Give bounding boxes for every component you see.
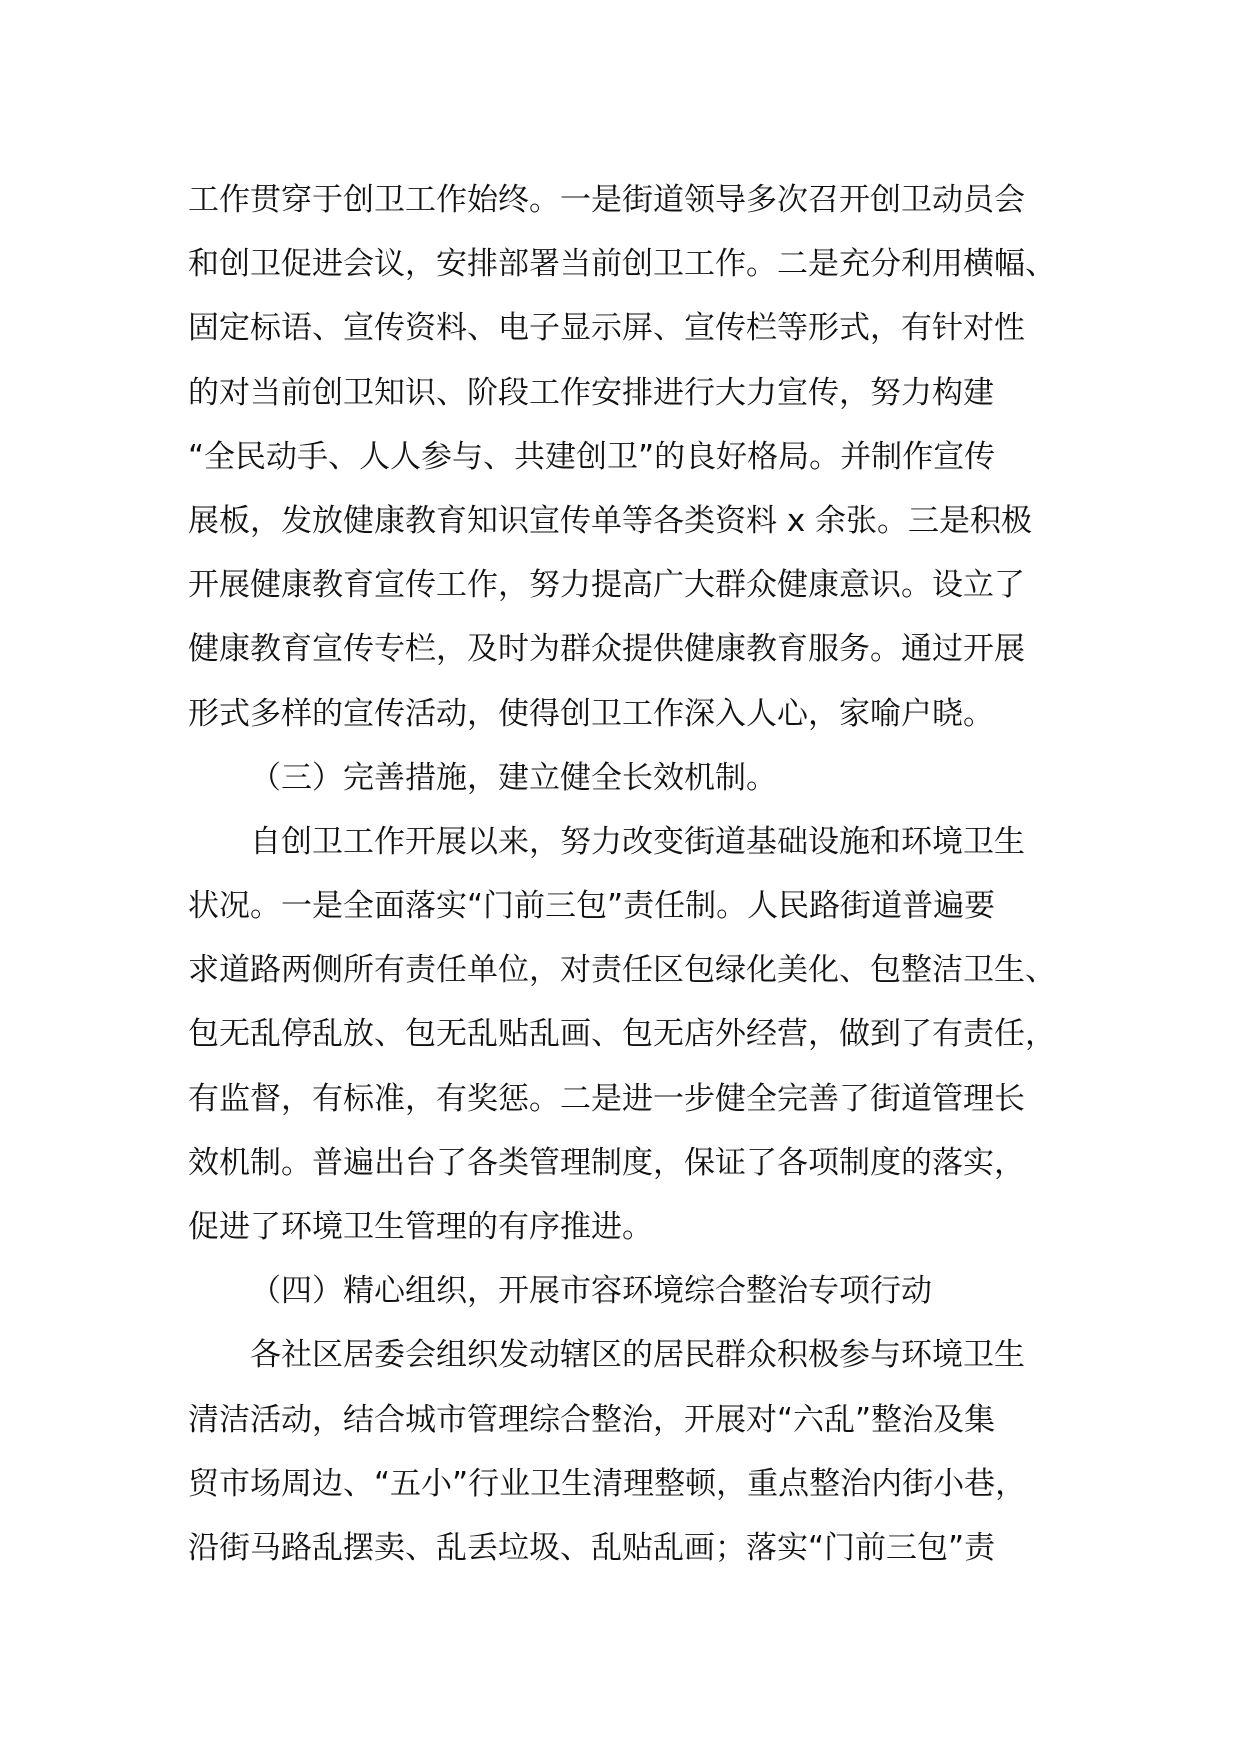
section-heading: （四）精心组织，开展市容环境综合整治专项行动 (250, 1273, 932, 1310)
text-line: 效机制。普遍出台了各类管理制度，保证了各项制度的落实， (188, 1144, 1025, 1181)
text-line: 包无乱停乱放、包无乱贴乱画、包无店外经营，做到了有责任， (188, 1016, 1056, 1053)
text-line: 固定标语、宣传资料、电子显示屏、宣传栏等形式，有针对性 (188, 310, 1025, 347)
text-line: 沿街马路乱摆卖、乱丢垃圾、乱贴乱画；落实“门前三包”责 (188, 1529, 996, 1566)
text-line: 的对当前创卫知识、阶段工作安排进行大力宣传，努力构建 (188, 374, 994, 411)
text-line: 求道路两侧所有责任单位，对责任区包绿化美化、包整洁卫生、 (188, 952, 1056, 989)
text-line: 和创卫促进会议，安排部署当前创卫工作。二是充分利用横幅、 (188, 246, 1056, 283)
text-line: 开展健康教育宣传工作，努力提高广大群众健康意识。设立了 (188, 567, 1025, 604)
text-line: 健康教育宣传专栏，及时为群众提供健康教育服务。通过开展 (188, 631, 1025, 668)
text-line: 形式多样的宣传活动，使得创卫工作深入人心，家喻户晓。 (188, 695, 994, 732)
text-line: 清洁活动，结合城市管理综合整治，开展对“六乱”整治及集 (188, 1401, 996, 1438)
paragraph-start-line: 自创卫工作开展以来，努力改变街道基础设施和环境卫生 (250, 823, 1025, 860)
text-line: 工作贯穿于创卫工作始终。一是街道领导多次召开创卫动员会 (188, 182, 1025, 218)
text-line: 状况。一是全面落实“门前三包”责任制。人民路街道普遍要 (188, 888, 996, 925)
text-line: “全民动手、人人参与、共建创卫”的良好格局。并制作宣传 (188, 438, 996, 475)
section-heading: （三）完善措施，建立健全长效机制。 (250, 759, 777, 796)
paragraph-start-line: 各社区居委会组织发动辖区的居民群众积极参与环境卫生 (250, 1337, 1025, 1374)
text-line: 有监督，有标准，有奖惩。二是进一步健全完善了街道管理长 (188, 1080, 1025, 1117)
text-line: 贸市场周边、“五小”行业卫生清理整顿，重点整治内街小巷， (188, 1465, 1027, 1502)
text-line: 展板，发放健康教育知识宣传单等各类资料 x 余张。三是积极 (188, 502, 1033, 539)
text-line: 促进了环境卫生管理的有序推进。 (188, 1209, 653, 1245)
body-text (188, 168, 1088, 1580)
